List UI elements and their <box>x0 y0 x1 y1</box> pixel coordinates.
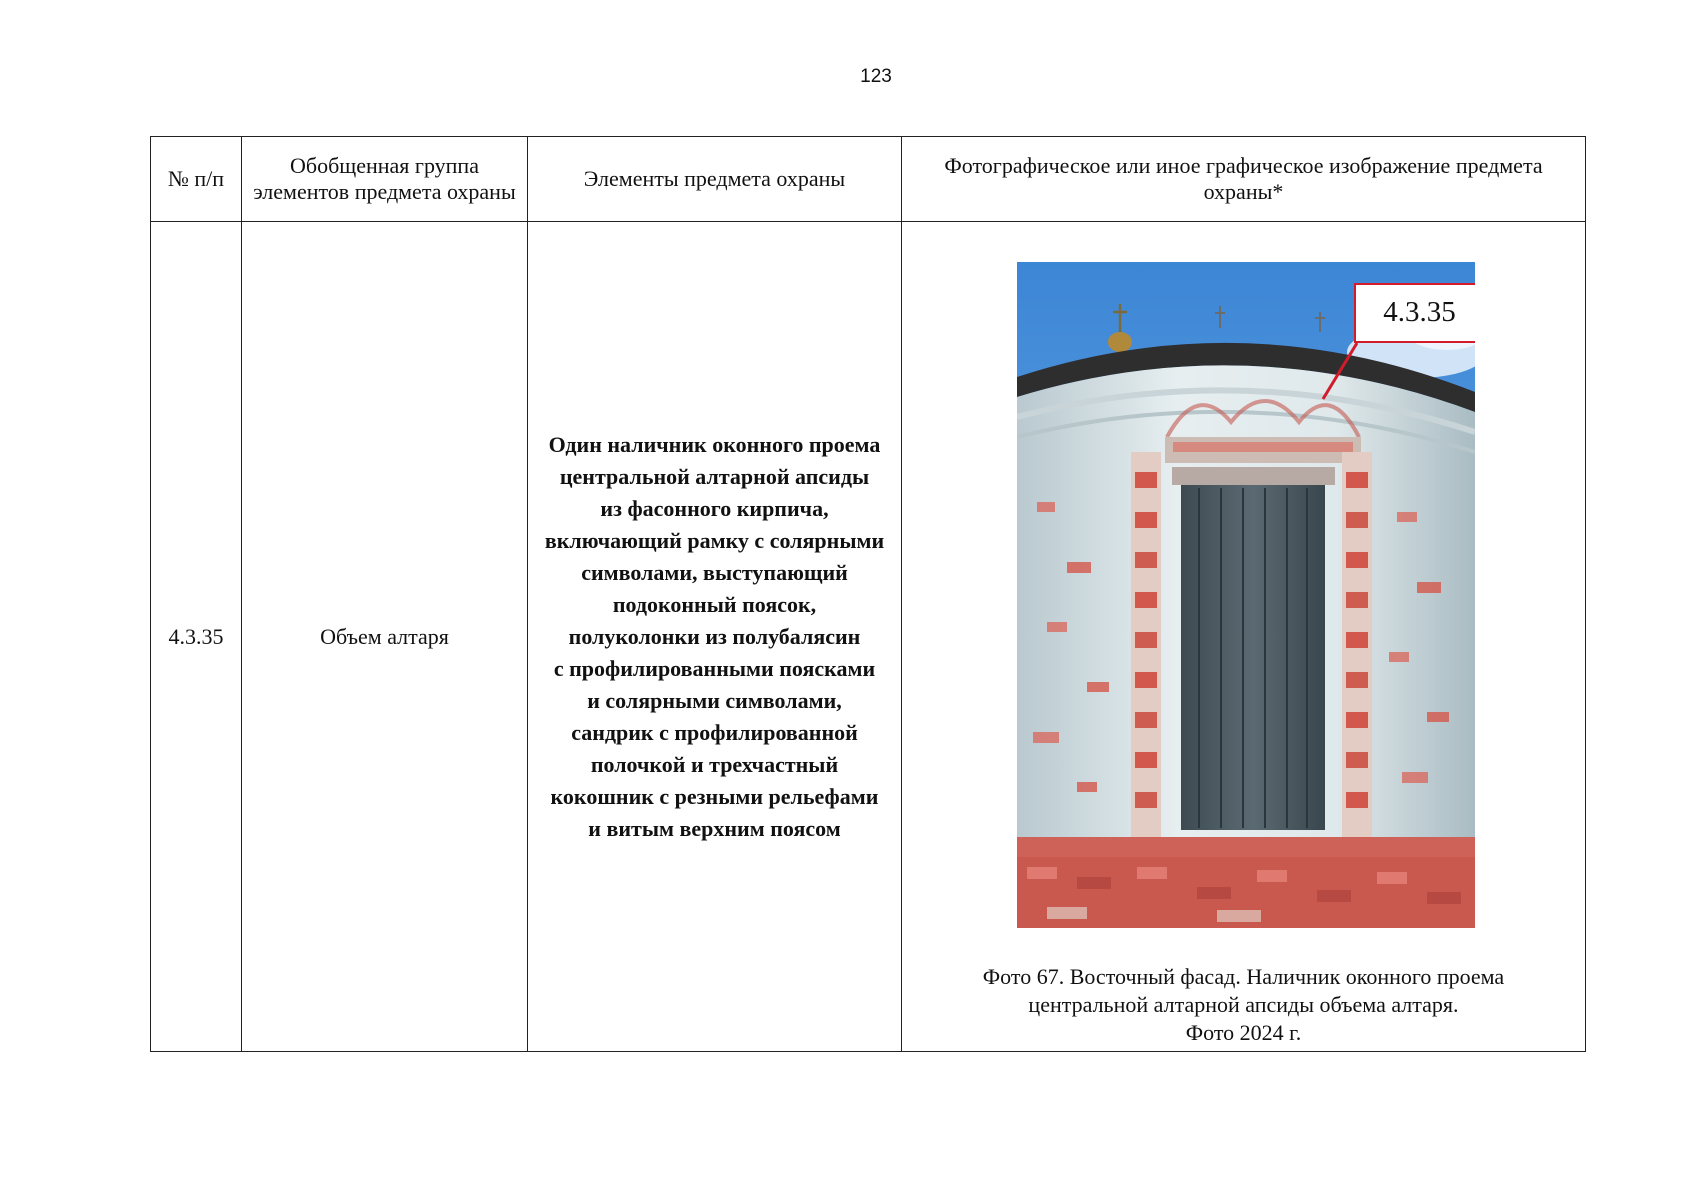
elements-line: полуколонки из полубалясин <box>568 623 861 649</box>
table-row <box>151 222 1586 1052</box>
caption-line: Фото 67. Восточный фасад. Наличник оконного проема <box>982 964 1505 989</box>
photo-caption <box>902 963 1585 1047</box>
church-apse-photo <box>1017 262 1475 928</box>
elements-line: включающий рамку с солярными <box>544 527 885 553</box>
elements-line: сандрик с профилированной <box>571 719 858 745</box>
protection-elements-table <box>150 136 1586 1052</box>
header-num: № п/п <box>151 137 242 222</box>
header-group: Обобщенная группа элементов предмета охраны <box>242 137 528 222</box>
caption-line: центральной алтарной апсиды объема алтаря. <box>1028 992 1459 1017</box>
elements-line: с профилированными поясками <box>553 655 876 681</box>
page-number: 123 <box>860 66 892 87</box>
elements-line: подоконный поясок, <box>612 591 817 617</box>
elements-line: и витым верхним поясом <box>588 815 841 841</box>
cell-elements <box>528 222 902 1052</box>
elements-line: из фасонного кирпича, <box>600 495 829 521</box>
elements-line: Один наличник оконного проема <box>548 431 881 457</box>
elements-line: центральной алтарной апсиды <box>559 463 870 489</box>
elements-line: полочкой и трехчастный <box>590 751 839 777</box>
elements-line: символами, выступающий <box>581 559 848 585</box>
element-number-callout: 4.3.35 <box>1354 283 1475 343</box>
header-elements: Элементы предмета охраны <box>528 137 902 222</box>
cell-group: Объем алтаря <box>242 222 528 1052</box>
elements-line: и солярными символами, <box>587 687 842 713</box>
table-header-row <box>151 137 1586 222</box>
header-photo: Фотографическое или иное графическое изображение предмета охраны* <box>902 137 1586 222</box>
cell-photo <box>902 222 1586 1052</box>
caption-line: Фото 2024 г. <box>1185 1020 1302 1045</box>
elements-line: кокошник с резными рельефами <box>550 783 879 809</box>
elements-description <box>538 429 891 845</box>
cell-num: 4.3.35 <box>151 222 242 1052</box>
